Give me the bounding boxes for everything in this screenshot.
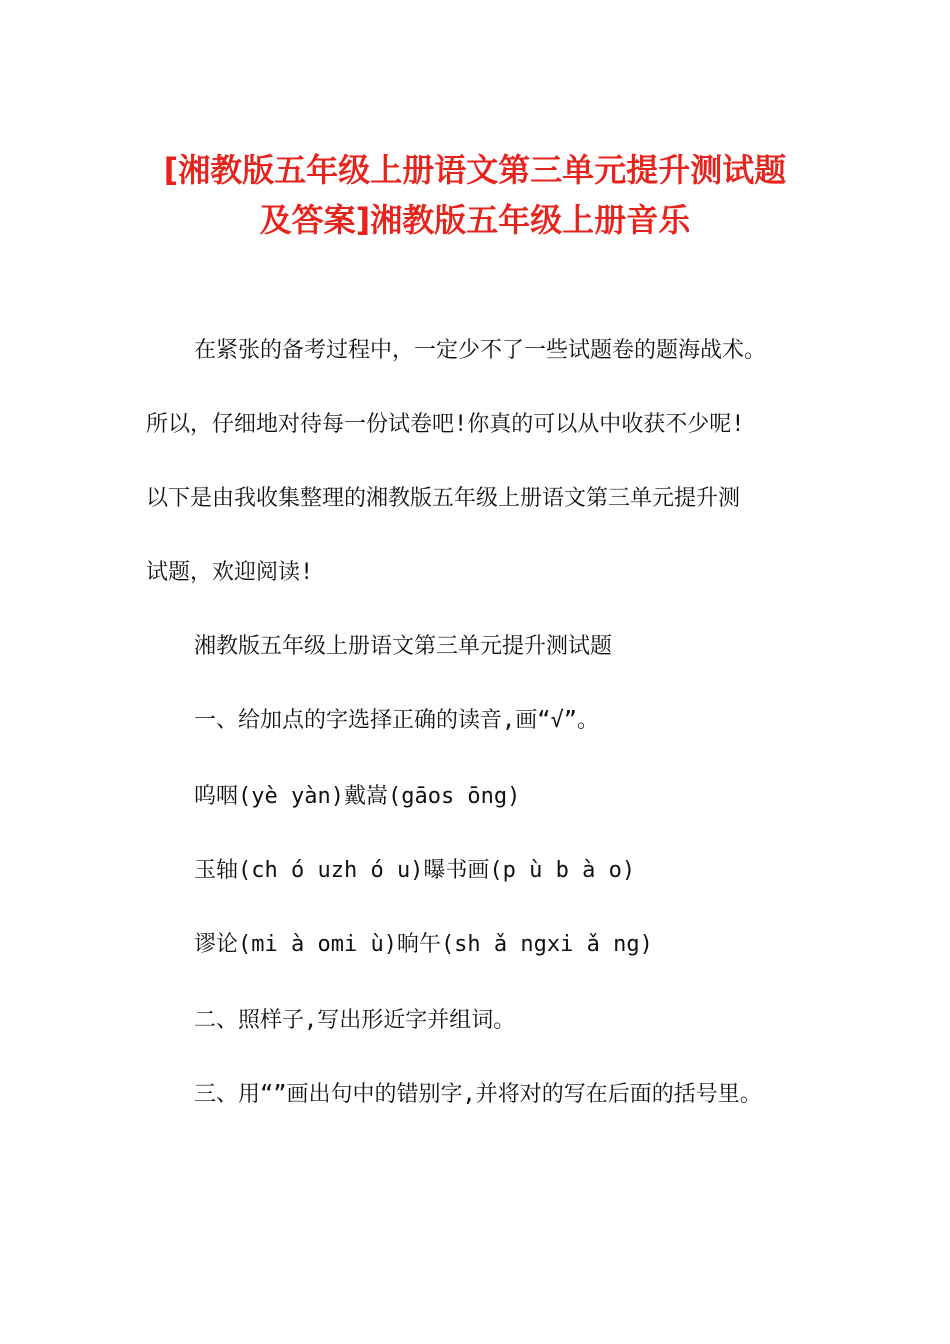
document-title-line-1: [湘教版五年级上册语文第三单元提升测试题	[163, 151, 787, 189]
section-heading: 湘教版五年级上册语文第三单元提升测试题	[194, 634, 613, 659]
paragraph-intro-line-2: 所以，仔细地对待每一份试卷吧!你真的可以从中收获不少呢!	[146, 412, 745, 437]
question-1-item-2: 玉轴(ch ó uzh ó u)曝书画(p ù b à o)	[194, 858, 636, 883]
question-2-heading: 二、照样子,写出形近字并组词。	[194, 1008, 516, 1033]
question-3-heading: 三、用“”画出句中的错别字,并将对的写在后面的括号里。	[194, 1082, 762, 1107]
question-1-item-1: 呜咽(yè yàn)戴嵩(gāos ōng)	[194, 784, 521, 809]
paragraph-intro-line-1: 在紧张的备考过程中，一定少不了一些试题卷的题海战术。	[194, 338, 767, 363]
question-1-item-3: 谬论(mi à omi ù)晌午(sh ǎ ngxi ǎ ng)	[194, 932, 653, 957]
question-1-heading: 一、给加点的字选择正确的读音,画“√”。	[194, 708, 599, 733]
paragraph-intro-line-4: 试题，欢迎阅读!	[146, 560, 314, 585]
document-title-line-2: 及答案]湘教版五年级上册音乐	[259, 201, 691, 239]
paragraph-intro-line-3: 以下是由我收集整理的湘教版五年级上册语文第三单元提升测	[146, 486, 741, 511]
